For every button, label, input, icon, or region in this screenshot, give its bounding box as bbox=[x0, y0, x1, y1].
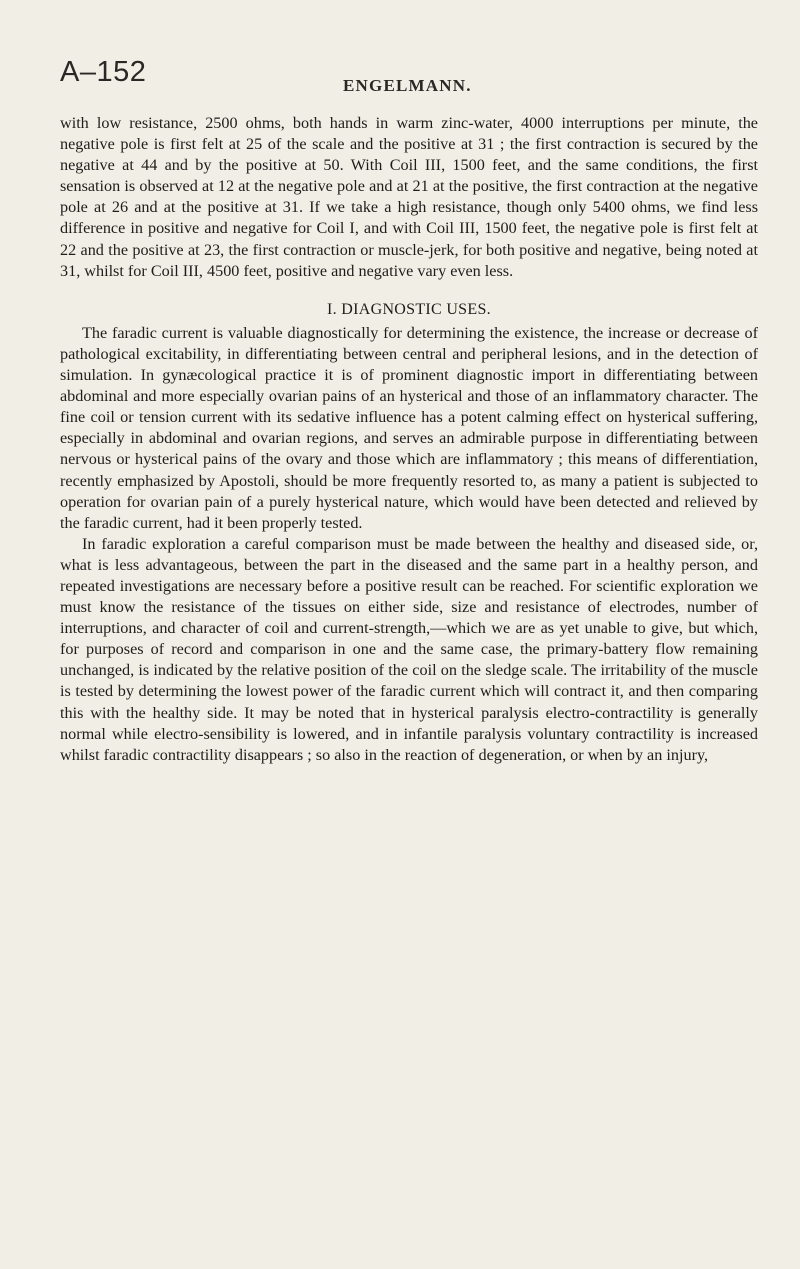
page-number: A–152 bbox=[60, 56, 147, 88]
section-heading: I. DIAGNOSTIC USES. bbox=[327, 300, 491, 318]
paragraph-faradic-exploration: In faradic exploration a careful comparison must be made between the healthy and diseased side, or, what is less advantageous, between the part in the diseased and the same part in a healthy person, and repeated investigations are necessary before a positive result can be reached. For scientific exploration we must know the resistance of the tissues on either side, size and resistance of electrodes, number of interruptions, and character of coil and current-strength,—which we are as yet unable to give, but which, for purposes of record and comparison in one and the same case, the primary-battery flow remaining unchanged, is indicated by the relative position of the coil on the sledge scale. The irritability of the muscle is tested by determining the lowest power of the faradic current which will contract it, and then comparing this with the healthy side. It may be noted that in hysterical paralysis electro-contractility is generally normal while electro-sensibility is lowered, and in infantile paralysis voluntary contractility is increased whilst faradic contractility disappears ; so also in the reaction of degeneration, or when by an injury, bbox=[60, 534, 758, 764]
paragraph-continued: with low resistance, 2500 ohms, both hands in warm zinc-water, 4000 interruptions per minute, the negative pole is first felt at 25 of the scale and the positive at 31 ; the first contraction is secured by the negative at 44 and by the positive at 50. With Coil III, 1500 feet, and the same conditions, the first sensation is observed at 12 at the negative pole and at 21 at the positive, the first contraction at the negative pole at 26 and at the positive at 31. If we take a high resistance, though only 5400 ohms, we find less difference in positive and negative for Coil I, and with Coil III, 1500 feet, the negative pole is first felt at 22 and the positive at 23, the first contraction or muscle-jerk, for both positive and negative, being noted at 31, whilst for Coil III, 4500 feet, positive and negative vary even less. bbox=[60, 114, 758, 280]
paragraph-diagnostic-uses: The faradic current is valuable diagnostically for determining the existence, the increase or decrease of pathological excitability, in differentiating between central and peripheral lesions, and in the detection of simulation. In gynæcological practice it is of prominent diagnostic import in differentiating between abdominal and more especially ovarian pains of an hysterical and those of an inflammatory character. The fine coil or tension current with its sedative influence has a potent calming effect on hysterical suffering, especially in abdominal and ovarian regions, and serves an admirable purpose in differentiating between nervous or hysterical pains of the ovary and those which are inflammatory ; this means of differentiation, recently emphasized by Apostoli, should be more frequently resorted to, as many a patient is subjected to operation for ovarian pain of a purely hysterical nature, which would have been detected and relieved by the faradic current, had it been properly tested. bbox=[60, 323, 758, 532]
body-text bbox=[60, 113, 758, 766]
running-head: ENGELMANN. bbox=[343, 76, 472, 95]
